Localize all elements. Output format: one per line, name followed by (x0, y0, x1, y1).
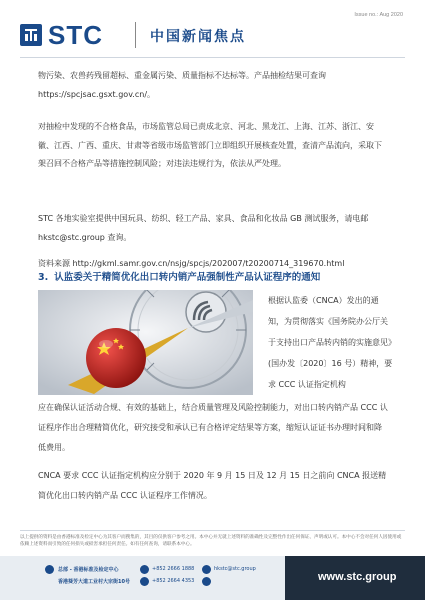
footer-address: 香港葵芳大道工业村大宗街10号 (58, 579, 130, 585)
web-icon (202, 577, 211, 586)
paragraph-source: 资料来源 http://gkml.samr.gov.cn/nsjg/spcjs/202007/t20200714_319670.html (38, 259, 345, 268)
paragraph-ccc-deadline: CNCA 要求 CCC 认证指定机构应分别于 2020 年 9 月 15 日及 12 月 15 日之前向 CNCA 报送精简优化出口转内销产品 CCC 认证程序工作情况。 (38, 471, 387, 500)
mail-icon (202, 565, 211, 574)
ccc-compass-photo (38, 290, 253, 395)
section-number: 3. (38, 272, 49, 283)
paragraph-enforcement: 对抽检中发现的不合格食品，市场监管总局已责成北京、河北、黑龙江、上海、江苏、浙江、安徽、江西、广西、重庆、甘肃等省级市场监管部门立即组织开展核查处置，查清产品流向，采取下架召回不合格产品等措施控制风险；对违法违规行为，依法从严处理。 (38, 122, 382, 168)
paragraph-ccc-requirements: 应在确保认证活动合规、有效的基础上，结合质量管理及风险控制能力，对出口转内销产品 CCC 认证程序作出合理精简优化，研究接受和承认已有合格评定结果等方案，缩短认证证书办理时间和降低费用。 (38, 403, 388, 452)
header-rule (20, 57, 405, 58)
disclaimer-text: 以上提供的资料是由香港标准及检定中心为其客户而搜集的，其目的仅供客户参考之用。本中心并无就上述资料的准确性及完整性作出任何保证、声明或认可。本中心不会对任何人因使用或依赖上述资料而引致的任何损失或损害承担任何责任。如有任何查询，请联系本中心。 (20, 535, 402, 547)
footer-email-link[interactable]: hkstc@stc.group (214, 566, 256, 572)
section-title-text: 认监委关于精简优化出口转内销产品强制性产品认证程序的通知 (54, 272, 321, 283)
footer-fax: +852 2664 4353 (152, 578, 195, 584)
footer-telephone: +852 2666 1888 (152, 566, 195, 572)
website-link[interactable]: www.stc.group (318, 571, 397, 583)
location-icon (45, 565, 54, 574)
header-divider (135, 22, 136, 48)
paragraph-stc-services: STC 各地实验室提供中国玩具、纺织、轻工产品、家具、食品和化妆品 GB 测试服务，请电邮 hkstc@stc.group 查询。 (38, 214, 369, 242)
cnca-notice-intro: 根据认监委（CNCA）发出的通知，为贯彻落实《国务院办公厅关于支持出口产品转内销的实施意见》(国办发〔2020〕16 号）精神，要求 CCC 认证指定机构 (268, 296, 393, 389)
page-header (0, 0, 425, 58)
footer-org-name: 总部 - 香港标准及检定中心 (58, 567, 119, 573)
paragraph-inspection-results: 物污染、农兽药残留超标、重金属污染、质量指标不达标等。产品抽检结果可查询 https://spcjsac.gsxt.gov.cn/。 (38, 71, 326, 99)
footer-rule (20, 530, 405, 531)
publication-title: 中国新闻焦点 (150, 29, 246, 45)
stc-logo-icon (20, 24, 42, 46)
section-heading (38, 269, 320, 283)
fax-icon (140, 577, 149, 586)
issue-label: Issue no.: Aug 2020 (354, 12, 403, 18)
phone-icon (140, 565, 149, 574)
logo-wordmark: STC (48, 20, 103, 50)
